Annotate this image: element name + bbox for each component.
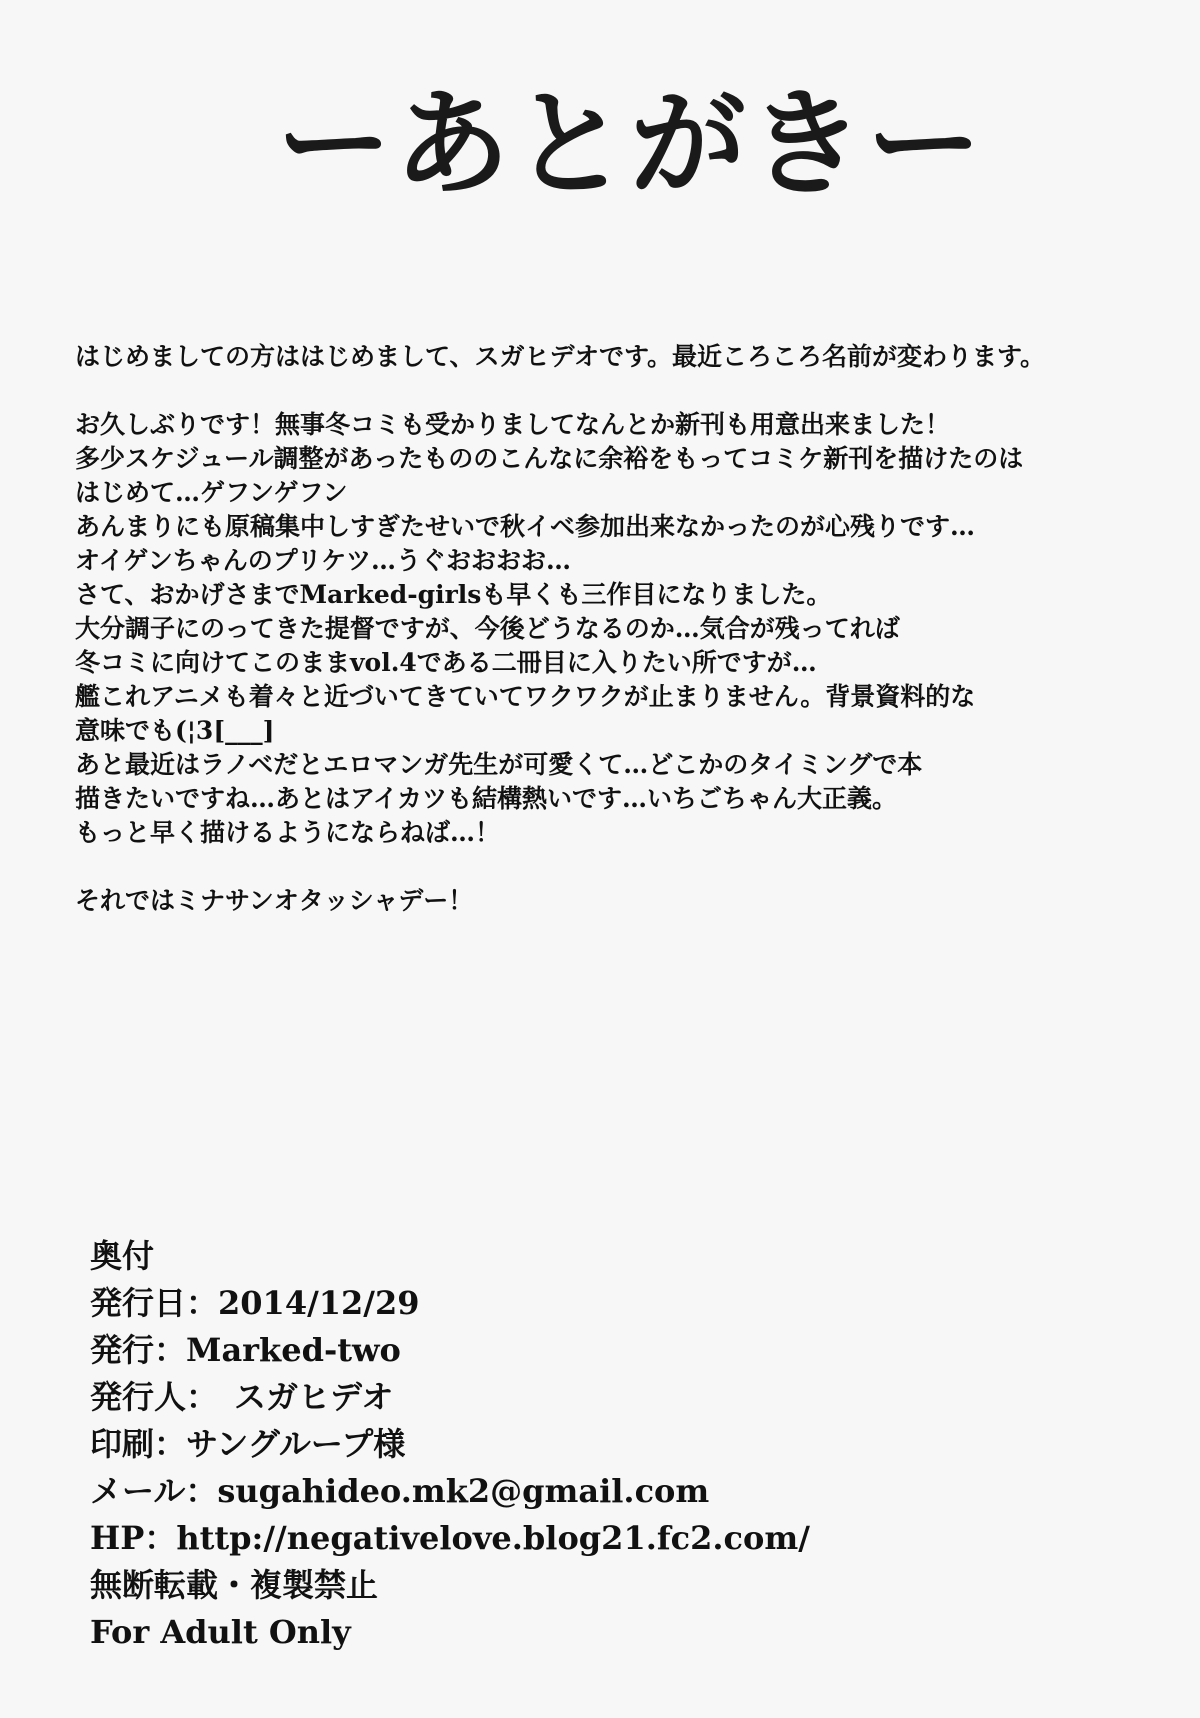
mail-value: sugahideo.mk2@gmail.com [217, 1472, 710, 1510]
issuer-value: スガヒデオ [234, 1378, 394, 1416]
publisher-label: 発行： [90, 1331, 187, 1369]
afterword-line: 意味でも(¦3[___] [75, 716, 275, 745]
afterword-line: はじめて…ゲフンゲフン [75, 478, 348, 507]
printer-label: 印刷： [90, 1425, 187, 1463]
afterword-closing: それではミナサンオタッシャデー！ [75, 886, 474, 915]
afterword-line: 描きたいですね…あとはアイカツも結構熱いです…いちごちゃん大正義。 [75, 784, 898, 813]
colophon-notice: 無断転載・複製禁止 [90, 1566, 379, 1604]
date-value: 2014/12/29 [218, 1284, 420, 1322]
afterword-intro: はじめましての方ははじめまして、スガヒデオです。最近ころころ名前が変わります。 [75, 342, 1046, 371]
hp-value: http://negativelove.blog21.fc2.com/ [176, 1519, 810, 1557]
mail-label: メール： [90, 1472, 218, 1510]
colophon-publisher [90, 1327, 990, 1374]
afterword-line: あんまりにも原稿集中しすぎたせいで秋イベ参加出来なかったのが心残りです… [75, 512, 976, 541]
afterword-line: もっと早く描けるようにならねば…！ [75, 818, 501, 847]
date-label: 発行日： [90, 1284, 219, 1322]
afterword-line: 艦これアニメも着々と近づいてきていてワクワクが止まりません。背景資料的な [75, 682, 976, 711]
afterword-line: 冬コミに向けてこのままvol.4である二冊目に入りたい所ですが… [75, 648, 817, 677]
afterword-line: あと最近はラノベだとエロマンガ先生が可愛くて…どこかのタイミングで本 [75, 750, 923, 779]
afterword-line: 多少スケジュール調整があったもののこんなに余裕をもってコミケ新刊を描けたのは [75, 444, 1024, 473]
hp-label: HP： [90, 1519, 177, 1557]
issuer-label: 発行人： [90, 1378, 235, 1416]
colophon-issuer [90, 1374, 990, 1421]
colophon-mail [90, 1468, 990, 1515]
afterword-line: オイゲンちゃんのプリケツ…うぐおおおお… [75, 546, 572, 575]
afterword-line: 大分調子にのってきた提督ですが、今後どうなるのか…気合が残ってれば [75, 614, 900, 643]
afterword-text [75, 340, 1135, 918]
afterword-line: さて、おかげさまでMarked-girlsも早くも三作目になりました。 [75, 580, 832, 609]
colophon-printer [90, 1421, 990, 1468]
colophon-hp [90, 1515, 990, 1562]
paragraph-gap [75, 850, 1135, 884]
colophon-adult: For Adult Only [90, 1613, 351, 1651]
printer-value: サングループ様 [186, 1425, 406, 1463]
afterword-line: お久しぶりです！無事冬コミも受かりましてなんとか新刊も用意出来ました！ [75, 410, 951, 439]
paragraph-gap [75, 374, 1135, 408]
colophon-heading: 奥付 [90, 1237, 155, 1275]
publisher-value: Marked-two [186, 1331, 401, 1369]
page-title: ーあとがきー [276, 77, 984, 212]
colophon-date [90, 1280, 990, 1327]
colophon [90, 1233, 990, 1656]
